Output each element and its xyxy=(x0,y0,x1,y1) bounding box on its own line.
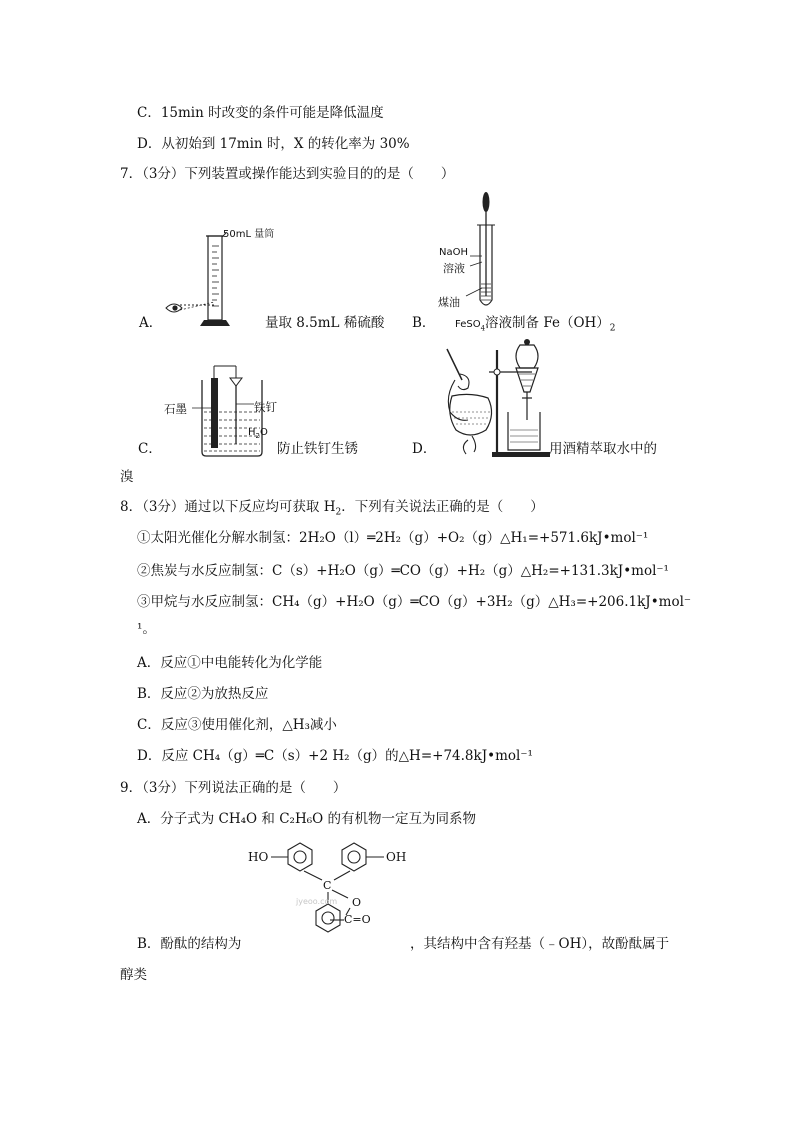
naoh-label: NaOH xyxy=(439,247,468,258)
q7-option-d-letter: D． xyxy=(412,441,437,457)
q6-option-c: C．15min 时改变的条件可能是降低温度 xyxy=(137,105,384,121)
q9-option-a: A．分子式为 CH₄O 和 C₂H₆O 的有机物一定互为同系物 xyxy=(137,811,476,827)
q8-reaction-3-wrap: ¹。 xyxy=(137,621,156,637)
kerosene-label: 煤油 xyxy=(438,296,460,309)
watermark-text: jyeoo.com xyxy=(296,897,338,906)
q7-option-d-wrap: 溴 xyxy=(120,469,134,485)
q7-option-a-text: 量取 8.5mL 稀硫酸 xyxy=(265,315,385,331)
struct-ho-label: HO xyxy=(248,850,269,864)
q7-stem: 7．（3分）下列装置或操作能达到实验目的的是（ ） xyxy=(120,166,455,182)
q9-option-b-wrap: 醇类 xyxy=(120,967,147,983)
q8-reaction-1: ①太阳光催化分解水制氢：2H₂O（l）═2H₂（g）+O₂（g）△H₁=+571.6kJ•mol⁻¹ xyxy=(137,530,649,546)
q7-option-c-letter: C． xyxy=(138,441,162,457)
q8-option-b: B．反应②为放热反应 xyxy=(137,686,269,702)
q8-reaction-3: ③甲烷与水反应制氢：CH₄（g）+H₂O（g）═CO（g）+3H₂（g）△H₃=+206.1kJ•mol⁻ xyxy=(137,594,692,610)
solution-label: 溶液 xyxy=(443,262,465,275)
cylinder-label: 50mL 量筒 xyxy=(223,229,275,240)
q8-option-d: D．反应 CH₄（g）═C（s）+2 H₂（g）的△H=+74.8kJ•mol⁻¹ xyxy=(137,748,533,764)
q9-option-b-suffix: ，其结构中含有羟基（﹣OH），故酚酞属于 xyxy=(410,936,670,952)
q8-option-c: C．反应③使用催化剂，△H₃减小 xyxy=(137,717,337,733)
q7-option-b-text: FeSO$_4$溶液制备 $Fe(OH)_2$ xyxy=(455,315,616,334)
q8-reaction-2: ②焦炭与水反应制氢：C（s）+H₂O（g）═CO（g）+H₂（g）△H₂=+131.3kJ•mol⁻¹ xyxy=(137,563,669,579)
nail-label: 铁钉 xyxy=(254,400,277,414)
struct-c-label: C xyxy=(323,879,332,892)
q9-option-b-prefix: B．酚酞的结构为 xyxy=(137,936,242,952)
q7-option-b-letter: B． xyxy=(412,315,436,331)
q8-stem: 8．（3分）通过以下反应均可获取 $H_2$．下列有关说法正确的是（ ） xyxy=(120,499,544,518)
struct-oh-label: OH xyxy=(386,850,407,864)
q7-option-a-letter: A． xyxy=(139,315,163,331)
q7-option-d-text: 用酒精萃取水中的 xyxy=(549,441,657,457)
graphite-label: 石墨 xyxy=(164,402,187,416)
struct-co-label: C=O xyxy=(344,913,371,926)
q6-option-d: D．从初始到 17min 时，X 的转化率为 30% xyxy=(137,136,410,152)
q7-option-c-text: 防止铁钉生锈 xyxy=(277,441,358,457)
q8-option-a: A．反应①中电能转化为化学能 xyxy=(137,655,323,671)
q9-stem: 9．（3分）下列说法正确的是（ ） xyxy=(120,780,347,796)
struct-o-label: O xyxy=(352,896,362,909)
water-label: $H_2O$ xyxy=(248,427,268,440)
